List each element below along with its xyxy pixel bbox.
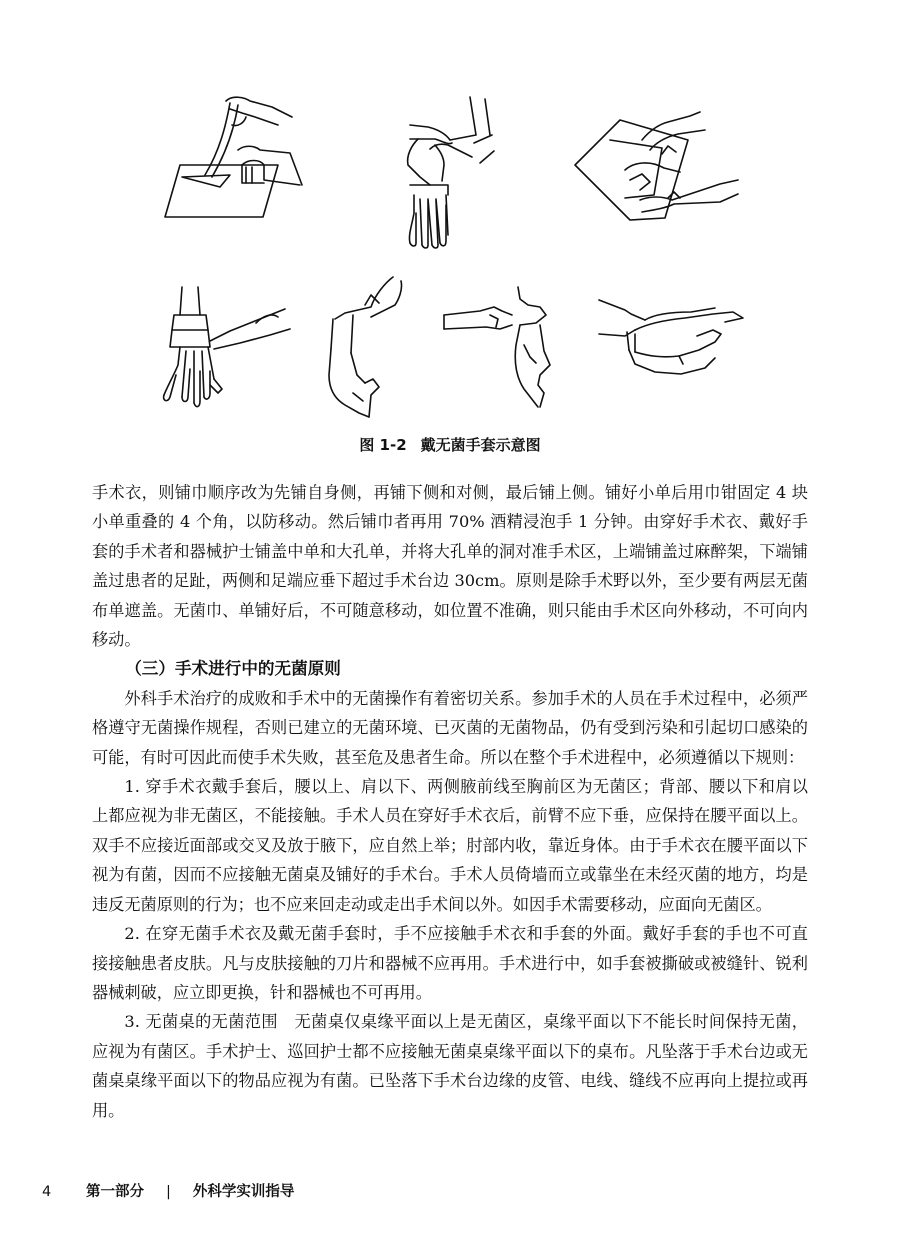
rule-3: 3. 无菌桌的无菌范围 无菌桌仅桌缘平面以上是无菌区，桌缘平面以下不能长时间保持无菌，应视为有菌区。手术护士、巡回护士都不应接触无菌桌桌缘平面以下的桌布。凡坠落于手术台边或无菌桌桌缘平面以下的物品应视为有菌。已坠落下手术台边缘的皮管、电线、缝线不应再向上提拉或再用。 xyxy=(92,1012,808,1120)
paragraph-draping: 手术衣，则铺巾顺序改为先铺自身侧，再铺下侧和对侧，最后铺上侧。铺好小单后用巾钳固定 4 块小单重叠的 4 个角，以防移动。然后铺巾者再用 70% 酒精浸泡手 1 分钟。由穿好手术衣、戴好手套的手术者和器械护士铺盖中单和大孔单，并将大孔单的洞对准手术区，上端铺盖过麻醉架，下端铺盖过患者的足趾，两侧和足端应垂下超过手术台边 30cm。原则是除手术野以外，至少要有两层无菌布单遮盖。无菌巾、单铺好后，不可随意移动，如位置不准确，则只能由手术区向外移动，不可向内移动。 xyxy=(92,483,808,650)
step-5-drawing xyxy=(325,275,435,420)
step-2-drawing xyxy=(390,95,510,250)
step-6-drawing xyxy=(440,285,570,415)
glove-illustration xyxy=(150,90,750,420)
rule-1: 1. 穿手术衣戴手套后，腰以上、肩以下、两侧腋前线至胸前区为无菌区；背部、腰以下和肩以上都应视为非无菌区，不能接触。手术人员在穿好手术衣后，前臂不应下垂，应保持在腰平面以上。双手不应接近面部或交叉及放于腋下，应自然上举；肘部内收，靠近身体。由于手术衣在腰平面以下视为有菌，因而不应接触无菌桌及铺好的手术台。手术人员倚墙而立或靠坐在未经灭菌的地方，均是违反无菌原则的行为；也不应来回走动或走出手术间以外。如因手术需要移动，应面向无菌区。 xyxy=(92,777,808,914)
page-footer xyxy=(42,1180,294,1201)
step-3-drawing xyxy=(570,110,740,230)
book-title: 外科学实训指导 xyxy=(192,1184,295,1200)
footer-separator: | xyxy=(166,1184,171,1200)
paragraph-intro: 外科手术治疗的成败和手术中的无菌操作有着密切关系。参加手术的人员在手术过程中，必须严格遵守无菌操作规程，否则已建立的无菌环境、已灭菌的无菌物品，仍有受到污染和引起切口感染的可能，有时可因此而使手术失败，甚至危及患者生命。所以在整个手术进程中，必须遵循以下规则： xyxy=(92,688,808,767)
section-heading: （三）手术进行中的无菌原则 xyxy=(125,659,341,679)
step-4-drawing xyxy=(160,285,300,420)
body-text xyxy=(92,478,808,1125)
part-label: 第一部分 xyxy=(86,1184,144,1200)
figure-caption xyxy=(0,434,900,455)
figure-number: 图 1-2 xyxy=(359,436,407,454)
page-number: 4 xyxy=(42,1184,52,1200)
figure-title: 戴无菌手套示意图 xyxy=(420,436,541,454)
step-1-drawing xyxy=(160,95,310,225)
step-7-drawing xyxy=(595,290,745,390)
rule-2: 2. 在穿无菌手术衣及戴无菌手套时，手不应接触手术衣和手套的外面。戴好手套的手也不可直接接触患者皮肤。凡与皮肤接触的刀片和器械不应再用。手术进行中，如手套被撕破或被缝针、锐利器械刺破，应立即更换，针和器械也不可再用。 xyxy=(92,924,808,1002)
